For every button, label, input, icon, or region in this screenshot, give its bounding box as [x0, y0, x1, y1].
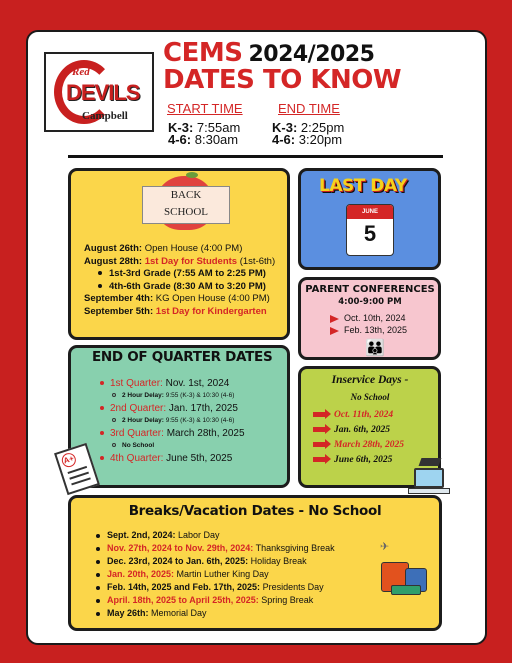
bts-text: 4th-6th Grade (8:30 AM to 3:20 PM) — [109, 280, 266, 292]
title-school: CEMS — [163, 38, 243, 68]
break-item — [96, 542, 335, 555]
laptop-base-icon — [408, 488, 450, 494]
arrow-icon — [313, 442, 326, 447]
back-to-school-label — [142, 186, 230, 224]
break-label: Holiday Break — [248, 556, 307, 566]
bts-item — [84, 243, 275, 256]
break-label: Martin Luther King Day — [174, 569, 269, 579]
conference-date — [330, 313, 406, 323]
break-item — [96, 607, 335, 620]
bag-icon — [391, 585, 421, 595]
end-time-heading: END TIME — [278, 101, 340, 116]
quarter-item — [100, 427, 245, 440]
airplane-icon: ✈ — [380, 540, 390, 553]
break-item — [96, 529, 335, 542]
bullet-icon — [96, 534, 100, 538]
quarter-label: 4th Quarter: — [110, 453, 164, 464]
graduation-cap-icon — [419, 458, 442, 466]
start-46-time: 8:30am — [194, 132, 239, 147]
inservice-date — [313, 455, 392, 465]
end-46-grade: 4-6: — [272, 132, 296, 147]
page-title — [163, 38, 374, 68]
break-date: Feb. 14th, 2025 and Feb. 17th, 2025: — [107, 582, 261, 592]
quarter-note — [100, 390, 245, 402]
logo-campbell-text: Campbell — [82, 110, 128, 122]
end-46-time: 3:20pm — [298, 132, 343, 147]
quarter-date: Nov. 1st, 2024 — [162, 378, 230, 389]
end-of-quarter-title: END OF QUARTER DATES — [92, 349, 273, 365]
bullet-icon — [100, 381, 104, 385]
quarter-note — [100, 415, 245, 427]
parent-conferences-time: 4:00-9:00 PM — [338, 297, 402, 307]
break-date: Jan. 20th, 2025: — [107, 569, 175, 579]
bullet-icon — [96, 573, 100, 577]
arrow-icon — [313, 427, 326, 432]
arrow-icon — [313, 457, 326, 462]
end-k3-time: 2:25pm — [300, 120, 345, 135]
quarter-item — [100, 402, 245, 415]
arrow-icon — [330, 327, 339, 335]
bts-text: (1st-6th) — [237, 255, 276, 267]
bts-text: Open House (4:00 PM) — [142, 243, 243, 254]
quarter-date: June 5th, 2025 — [163, 453, 233, 464]
note-text: 9:55 (K-3) & 10:30 (4-6) — [163, 417, 235, 424]
paper-grade: A+ — [60, 451, 78, 469]
bullet-icon — [98, 284, 102, 288]
quarter-date: March 28th, 2025 — [163, 428, 245, 439]
inservice-date — [313, 440, 404, 450]
inservice-title: Inservice Days - — [331, 374, 409, 386]
bts-date: September 4th: — [84, 293, 154, 304]
quarter-item — [100, 452, 245, 465]
last-day-title: LAST DAY — [319, 176, 407, 196]
bts-date: September 5th: — [84, 305, 154, 317]
break-item — [96, 555, 335, 568]
quarter-label: 2nd Quarter: — [110, 403, 167, 414]
quarter-label: 1st Quarter: — [110, 378, 163, 389]
note-bold: No School — [122, 442, 155, 449]
break-label: Thanksgiving Break — [253, 543, 335, 553]
inservice-date-text: June 6th, 2025 — [334, 455, 393, 465]
break-item — [96, 594, 335, 607]
bts-highlight: 1st Day for Kindergarten — [153, 305, 267, 317]
conference-date-text: Oct. 10th, 2024 — [344, 313, 406, 323]
break-item — [96, 568, 335, 581]
break-date: May 26th: — [107, 608, 149, 618]
start-k3-time: 7:55am — [196, 120, 241, 135]
inservice-date-text: Jan. 6th, 2025 — [334, 425, 390, 435]
bullet-icon — [96, 586, 100, 590]
quarter-item — [100, 377, 245, 390]
logo-red-text: Red — [72, 66, 90, 78]
break-label: Memorial Day — [148, 608, 207, 618]
quarter-note — [100, 440, 245, 452]
bullet-icon — [96, 547, 100, 551]
calendar-icon — [346, 204, 394, 256]
calendar-month: JUNE — [347, 205, 393, 219]
school-logo — [44, 52, 154, 132]
laptop-icon — [414, 468, 444, 488]
bts-date: August 26th: — [84, 243, 143, 254]
conference-date — [330, 325, 407, 335]
bts-item — [84, 256, 275, 269]
bullet-icon — [96, 612, 100, 616]
title-year: 2024/2025 — [248, 42, 375, 67]
bullet-icon — [100, 431, 104, 435]
note-text: 9:55 (K-3) & 10:30 (4-6) — [163, 392, 235, 399]
header-divider — [68, 155, 443, 158]
arrow-icon — [330, 315, 339, 323]
breaks-title: Breaks/Vacation Dates - No School — [128, 503, 382, 519]
bullet-icon — [100, 406, 104, 410]
break-label: Spring Break — [258, 595, 314, 605]
break-label: Labor Day — [175, 530, 220, 540]
bts-item — [84, 293, 275, 306]
back-to-school-list — [84, 243, 275, 318]
inservice-subtitle: No School — [350, 392, 390, 402]
apple-line1: BACK — [170, 189, 202, 201]
quarter-date: Jan. 17th, 2025 — [166, 403, 238, 414]
apple-leaf-icon — [186, 172, 198, 178]
sub-bullet-icon — [112, 418, 116, 422]
inservice-date-text: March 28th, 2025 — [334, 440, 404, 450]
bullet-icon — [98, 271, 102, 275]
bullet-icon — [100, 456, 104, 460]
bts-item — [84, 306, 275, 319]
break-date: Nov. 27th, 2024 to Nov. 29th, 2024: — [107, 543, 254, 553]
logo-devils-text: DEVILS — [66, 80, 140, 105]
bts-text: KG Open House (4:00 PM) — [153, 293, 270, 304]
start-time-heading: START TIME — [167, 101, 243, 116]
inservice-date-text: Oct. 11th, 2024 — [334, 410, 394, 420]
note-bold: 2 Hour Delay: — [122, 417, 164, 424]
break-date: Sept. 2nd, 2024: — [107, 530, 176, 540]
bullet-icon — [96, 560, 100, 564]
bts-date: August 28th: — [84, 255, 143, 267]
inservice-date — [313, 410, 393, 420]
start-k3-grade: K-3: — [168, 120, 194, 135]
break-label: Presidents Day — [260, 582, 324, 592]
calendar-day: 5 — [363, 221, 377, 246]
bts-item — [84, 281, 275, 294]
end-time-46 — [272, 132, 342, 147]
quarter-label: 3rd Quarter: — [110, 428, 164, 439]
start-46-grade: 4-6: — [168, 132, 192, 147]
page-subtitle: DATES TO KNOW — [163, 65, 402, 95]
paper-line — [71, 477, 91, 485]
inservice-date — [313, 425, 390, 435]
break-date: April. 18th, 2025 to April 25th, 2025: — [107, 595, 259, 605]
break-date: Dec. 23rd, 2024 to Jan. 6th, 2025: — [107, 556, 249, 566]
sub-bullet-icon — [112, 443, 116, 447]
bts-item — [84, 268, 275, 281]
break-item — [96, 581, 335, 594]
apple-line3: SCHOOL — [163, 206, 208, 218]
quarter-list — [100, 377, 245, 465]
conference-date-text: Feb. 13th, 2025 — [344, 325, 408, 335]
breaks-list — [96, 529, 335, 620]
bullet-icon — [96, 599, 100, 603]
parent-conferences-title: PARENT CONFERENCES — [305, 284, 435, 295]
end-k3-grade: K-3: — [272, 120, 298, 135]
sub-bullet-icon — [112, 393, 116, 397]
arrow-icon — [313, 412, 326, 417]
start-time-46 — [168, 132, 238, 147]
bts-text: 1st-3rd Grade (7:55 AM to 2:25 PM) — [109, 268, 266, 279]
family-icon: 👪 — [365, 338, 385, 357]
bts-highlight: 1st Day for Students — [142, 255, 238, 267]
note-bold: 2 Hour Delay: — [122, 392, 164, 399]
